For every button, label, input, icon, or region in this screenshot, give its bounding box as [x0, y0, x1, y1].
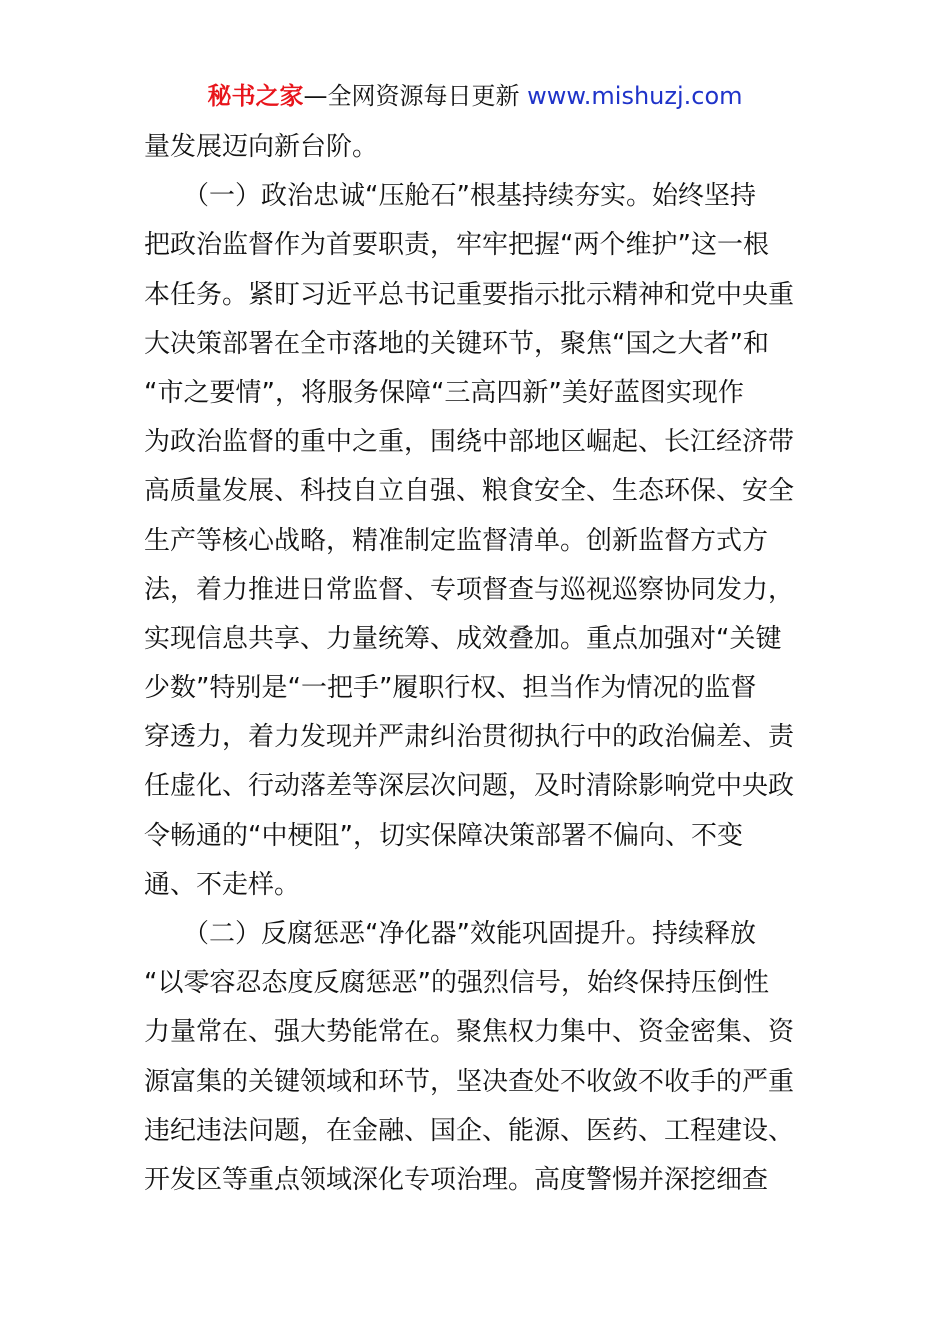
text-line: 实现信息共享、力量统筹、成效叠加。重点加强对“关键 [144, 623, 782, 654]
text-line: “以零容忍态度反腐惩恶”的强烈信号，始终保持压倒性 [144, 968, 769, 999]
text-line: 大决策部署在全市落地的关键环节，聚焦“国之大者”和 [144, 328, 769, 359]
document-body [144, 123, 814, 1205]
text-line: 法，着力推进日常监督、专项督查与巡视巡察协同发力， [144, 574, 795, 605]
section-heading-line: （一）政治忠诚“压舱石”根基持续夯实。始终坚持 [144, 181, 756, 212]
text-line: 任虚化、行动落差等深层次问题，及时清除影响党中央政 [144, 771, 795, 802]
section-heading-line: （二）反腐惩恶“净化器”效能巩固提升。持续释放 [144, 919, 756, 949]
text-line: 通、不走样。 [144, 869, 301, 900]
text-line: 违纪违法问题，在金融、国企、能源、医药、工程建设、 [144, 1115, 795, 1146]
site-url[interactable]: www.mishuzj.com [527, 82, 743, 110]
text-line: “市之要情”，将服务保障“三高四新”美好蓝图实现作 [144, 377, 744, 408]
brand-name: 秘书之家 [207, 82, 304, 110]
text-line: 把政治监督作为首要职责，牢牢把握“两个维护”这一根 [144, 230, 769, 261]
text-line: 生产等核心战略，精准制定监督清单。创新监督方式方 [144, 525, 769, 556]
text-line: 源富集的关键领域和环节，坚决查处不收敛不收手的严重 [144, 1066, 795, 1097]
text-line: 为政治监督的重中之重，围绕中部地区崛起、长江经济带 [144, 427, 795, 458]
text-line: 力量常在、强大势能常在。聚焦权力集中、资金密集、资 [144, 1017, 795, 1048]
text-line: 少数”特别是“一把手”履职行权、担当作为情况的监督 [144, 673, 757, 704]
text-line: 量发展迈向新台阶。 [144, 132, 379, 162]
text-line: 本任务。紧盯习近平总书记重要指示批示精神和党中央重 [144, 279, 795, 310]
text-line: 令畅通的“中梗阻”，切实保障决策部署不偏向、不变 [144, 820, 743, 851]
header-tagline: —全网资源每日更新 [303, 82, 520, 110]
site-header [0, 80, 950, 112]
text-line: 穿透力，着力发现并严肃纠治贯彻执行中的政治偏差、责 [144, 722, 795, 753]
text-line: 高质量发展、科技自立自强、粮食安全、生态环保、安全 [144, 476, 795, 507]
text-line: 开发区等重点领域深化专项治理。高度警惕并深挖细查 [144, 1164, 769, 1195]
